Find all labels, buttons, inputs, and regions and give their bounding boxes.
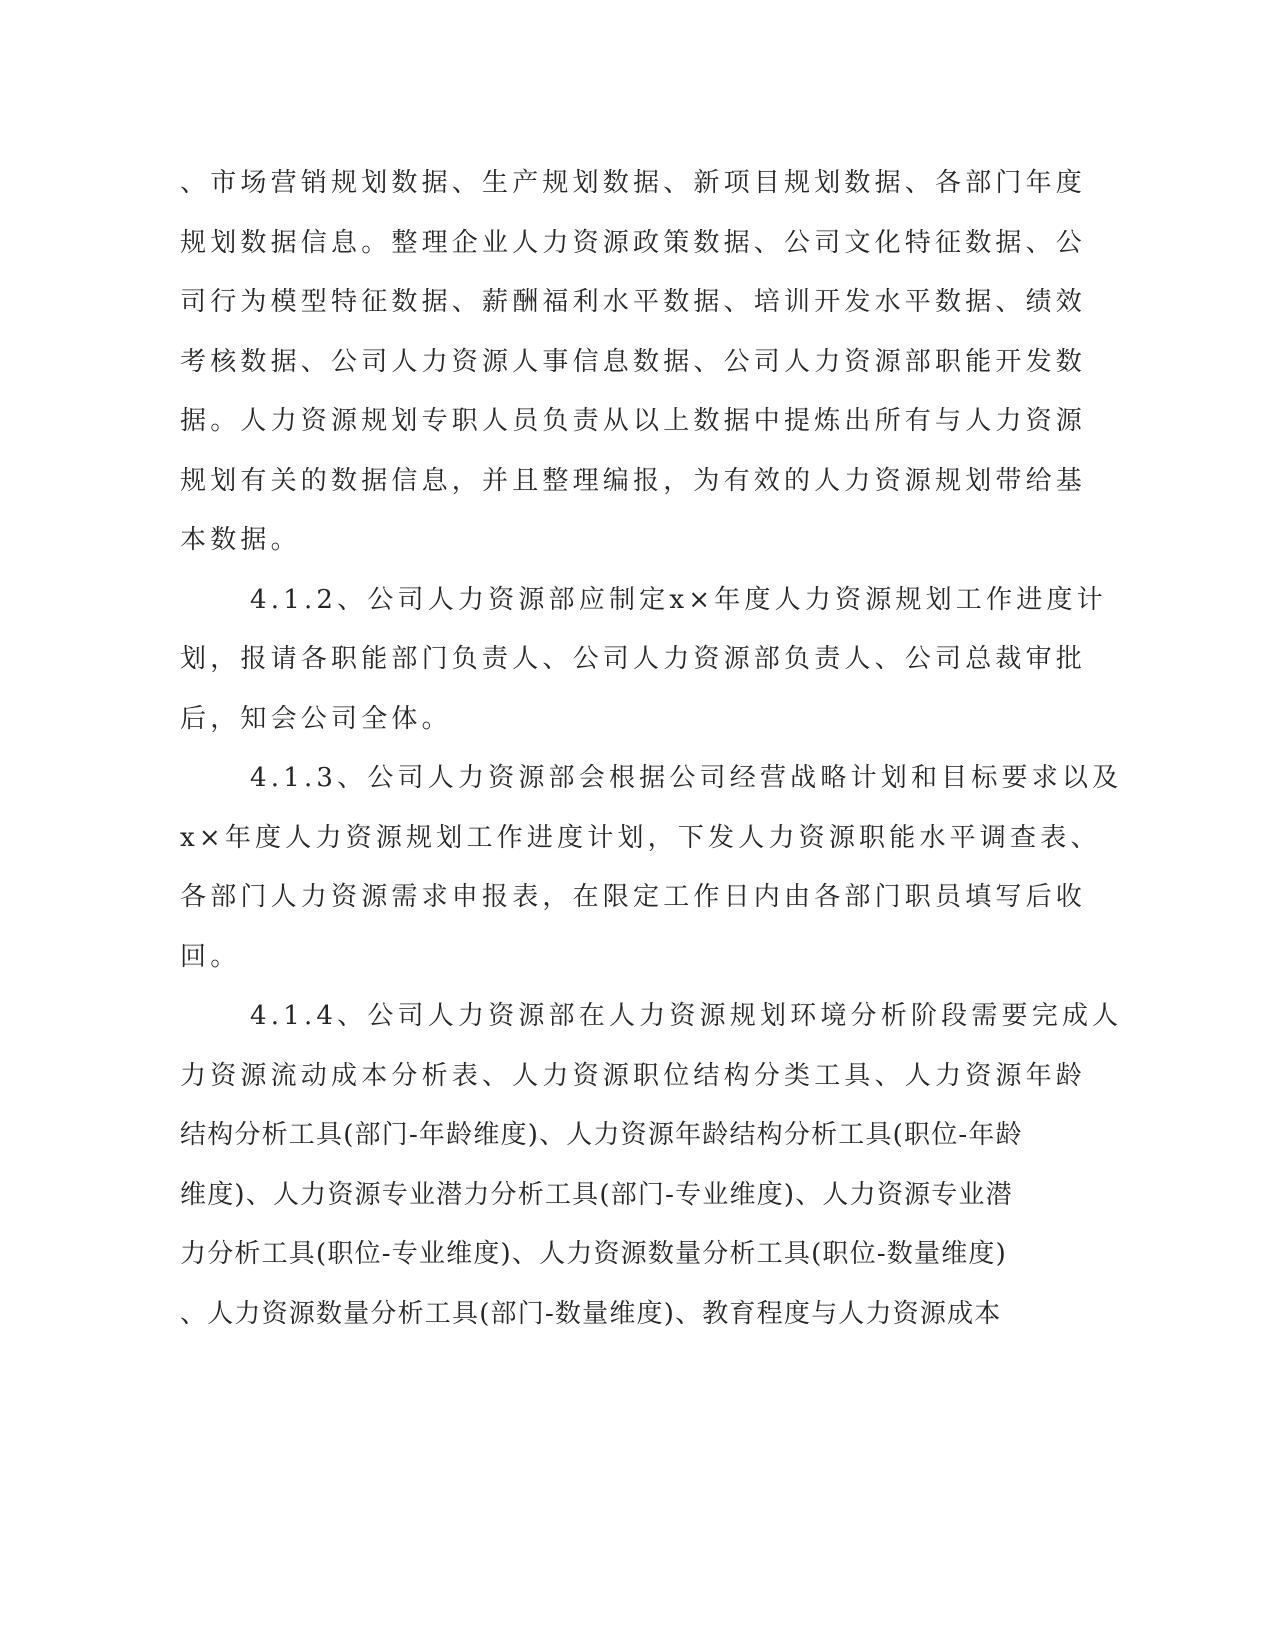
text-line: 结构分析工具(部门-年龄维度)、人力资源年龄结构分析工具(职位-年龄 bbox=[180, 1120, 1023, 1150]
text-line: 划，报请各职能部门负责人、公司人力资源部负责人、公司总裁审批 bbox=[180, 644, 1087, 674]
text-line: 本数据。 bbox=[180, 525, 301, 555]
text-line: 4.1.4、公司人力资源部在人力资源规划环境分析阶段需要完成人 bbox=[250, 1001, 1123, 1031]
paragraph-1 bbox=[180, 154, 1087, 571]
paragraph-4-1-2 bbox=[180, 571, 1107, 750]
text-line: 司行为模型特征数据、薪酬福利水平数据、培训开发水平数据、绩效 bbox=[180, 287, 1087, 317]
text-line: 规划数据信息。整理企业人力资源政策数据、公司文化特征数据、公 bbox=[180, 227, 1087, 258]
text-line: 回。 bbox=[180, 941, 241, 972]
text-line: 考核数据、公司人力资源人事信息数据、公司人力资源部职能开发数 bbox=[180, 346, 1087, 377]
text-line: 力分析工具(职位-专业维度)、人力资源数量分析工具(职位-数量维度) bbox=[180, 1239, 1007, 1269]
text-line: 规划有关的数据信息，并且整理编报，为有效的人力资源规划带给基 bbox=[180, 465, 1087, 496]
text-line: 4.1.3、公司人力资源部会根据公司经营战略计划和目标要求以及 bbox=[250, 763, 1123, 793]
text-line: x×年度人力资源规划工作进度计划，下发人力资源职能水平调查表、 bbox=[180, 822, 1101, 853]
paragraph-4-1-3 bbox=[180, 749, 1123, 987]
body-text bbox=[180, 154, 1123, 1344]
text-line: 各部门人力资源需求申报表，在限定工作日内由各部门职员填写后收 bbox=[180, 882, 1087, 912]
text-line: 维度)、人力资源专业潜力分析工具(部门-专业维度)、人力资源专业潜 bbox=[180, 1179, 1013, 1210]
text-line: 、市场营销规划数据、生产规划数据、新项目规划数据、各部门年度 bbox=[180, 168, 1087, 198]
text-line: 、人力资源数量分析工具(部门-数量维度)、教育程度与人力资源成本 bbox=[180, 1298, 1002, 1329]
text-line: 后，知会公司全体。 bbox=[180, 703, 452, 734]
paragraph-4-1-4 bbox=[180, 987, 1123, 1344]
text-line: 据。人力资源规划专职人员负责从以上数据中提炼出所有与人力资源 bbox=[180, 406, 1087, 436]
text-line: 力资源流动成本分析表、人力资源职位结构分类工具、人力资源年龄 bbox=[180, 1060, 1087, 1091]
text-line: 4.1.2、公司人力资源部应制定x×年度人力资源规划工作进度计 bbox=[250, 584, 1107, 615]
